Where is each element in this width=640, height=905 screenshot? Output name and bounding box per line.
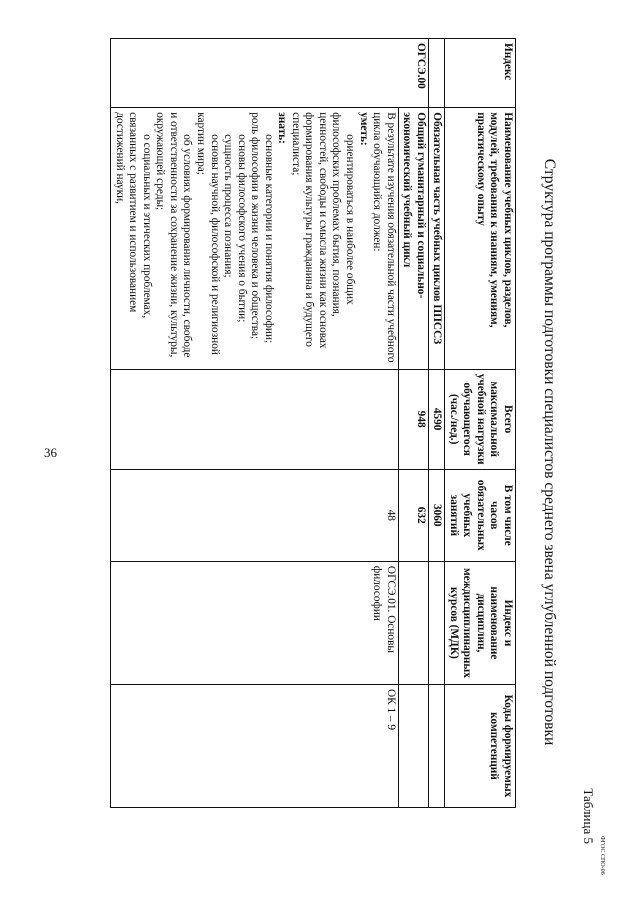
header-competencies: Коды формируемых компетенций xyxy=(445,684,516,807)
header-discipline: Индекс и наименование дисциплин, междисциплинарных курсов (МДК) xyxy=(445,561,516,684)
intro-text: В результате изучения обязательной части учебного цикла обучающийся должен: xyxy=(371,112,397,363)
discipline-name: ОГСЭ.01. Основы философии xyxy=(111,561,398,684)
table-row-ogse xyxy=(398,39,428,808)
rotated-page-content xyxy=(80,12,600,892)
header-index: Индекс xyxy=(445,39,516,108)
mandatory-required: 3060 xyxy=(428,469,445,561)
table-caption: Структура программы подготовки специалистов среднего звена углубленной подготовки xyxy=(541,158,558,746)
mandatory-part-name: Обязательная часть учебных циклов ППССЗ xyxy=(428,108,445,369)
curriculum-structure-table xyxy=(110,38,516,808)
table-row-mandatory xyxy=(428,39,445,808)
umet-label: уметь: xyxy=(357,112,370,146)
znat-item: основы научной, философской и религиозной картин мира; xyxy=(194,112,221,355)
znat-item: роль философии в жизни человека и общества; xyxy=(249,112,262,340)
header-total-load: Всего максимальной учебной нагрузки обучающегося (час./нед.) xyxy=(445,369,516,469)
competency-codes: ОК 1 – 9 xyxy=(111,684,398,807)
requirements-text xyxy=(111,108,398,369)
znat-item: основы философского учения о бытии; xyxy=(235,134,248,323)
header-name: Наименование учебных циклов, разделов, модулей, требования к знаниям, умениям, практическому опыту xyxy=(445,108,516,369)
cycle-name: Общий гуманитарный и социально-экономический учебный цикл xyxy=(398,108,428,369)
header-required-hours: В том числе часов обязательных учебных занятий xyxy=(445,469,516,561)
cycle-index: ОГСЭ.00 xyxy=(111,39,429,108)
table-row-content xyxy=(111,39,398,808)
footer-code: ФГОС СПО-06 xyxy=(599,836,605,875)
cycle-required: 632 xyxy=(398,469,428,561)
cycle-total: 948 xyxy=(398,369,428,469)
znat-item: об условиях формирования личности, свободе и ответственности за сохранение жизни, культуры, окружающей среды; xyxy=(154,112,194,358)
znat-item: о социальных и этических проблемах, связанных с развитием и использованием достижений науки, xyxy=(113,112,153,319)
znat-item: основные категории и понятия философии; xyxy=(262,134,275,344)
znat-label: знать: xyxy=(276,112,289,144)
table-number: Таблица 5 xyxy=(581,788,596,844)
umet-text: ориентироваться в наиболее общих философских проблемах бытия, познания, ценностей, свободы и смысла жизни как основах формирования культуры гражданина и будущего специалиста; xyxy=(289,112,356,349)
mandatory-total: 4590 xyxy=(428,369,445,469)
znat-item: сущность процесса познания; xyxy=(222,134,235,278)
page-number: 36 xyxy=(44,445,57,460)
table-header-row xyxy=(445,39,516,808)
discipline-required-hours: 48 xyxy=(111,469,398,561)
